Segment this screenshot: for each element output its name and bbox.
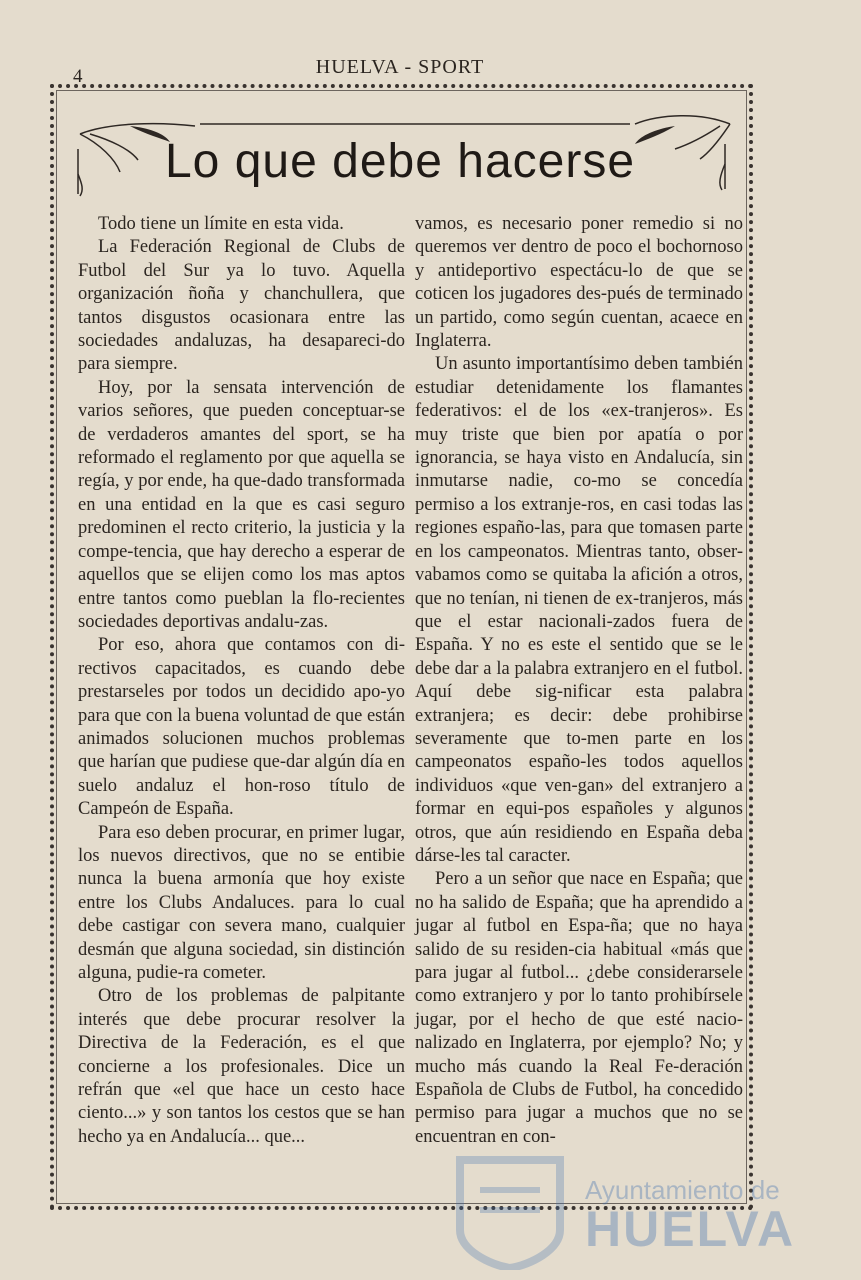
right-column <box>415 213 743 1149</box>
running-head: HUELVA - SPORT <box>315 56 485 78</box>
paragraph: Todo tiene un límite en esta vida. <box>98 214 344 234</box>
paragraph: Otro de los problemas de palpitante interés que debe procurar resolver la Directiva de la Federación, es el que concierne a los profesionales. Dice un refrán que «el que hace un cesto hace ciento...» y son tantos los cestos que se han hecho ya en Andalucía... que... <box>78 986 405 1147</box>
paragraph: La Federación Regional de Clubs de Futbol del Sur ya lo tuvo. Aquella organización ñoña y chanchullera, que tantos disgustos ocasionara entre las sociedades andaluzas, ha desapareci-do para siempre. <box>78 237 405 375</box>
page-number: 4 <box>73 66 83 87</box>
article-title: Lo que debe hacerse <box>164 135 636 188</box>
paragraph: Un asunto importantísimo deben también estudiar detenidamente los flamantes federativos: el de los «ex-tranjeros». Es muy triste que bien por apatía o por ignorancia, se haya visto en Andalucía, sin inmutarse nadie, co-mo se concedía permiso a los extranje-ros, en casi todas las regiones españo-las, para que tomasen parte en los campeonatos. Mientras tanto, obser-vabamos como se quitaba la afición a otros, que no tenían, ni tienen de ex-tranjeros, más que el estar nacionali-zados fuera de España. Y no es este el sentido que se le debe dar a la palabra extranjero en el futbol. Aquí debe sig-nificar esta palabra extranjera; es decir: debe prohibirse severamente que to-men parte en los campeonatos españo-les todos aquellos individuos «que ven-gan» del extranjero a formar en equi-pos españoles y algunos otros, que aún residiendo en España deba dárse-les tal caracter. <box>415 354 743 866</box>
paragraph: Por eso, ahora que contamos con di-rectivos capacitados, es cuando debe prestarseles por todos un decidido apo-yo para que con la buena voluntad de que están animados solucionen muchos problemas que harían que pudiese que-dar algún día en suelo andaluz el hon-roso título de Campeón de España. <box>78 635 405 820</box>
paragraph: Para eso deben procurar, en primer lugar, los nuevos directivos, que no se entibie nunca la buena armonía que hoy existe entre los Clubs Andaluces. para lo cual debe castigar con severa mano, cualquier desmán que alguna sociedad, sin distinción alguna, pudie-ra cometer. <box>78 822 405 983</box>
watermark-text: Ayuntamiento de <box>585 1175 780 1205</box>
left-column <box>78 213 405 1149</box>
paragraph: Hoy, por la sensata intervención de varios señores, que pueden conceptuar-se de verdaderos amantes del sport, se ha reformado el reglamento por que aquella se regía, y por ende, ha que-dado transformada en una entidad en la que es casi seguro predominen el recto criterio, la justicia y la compe-tencia, que hay derecho a esperar de aquellos que se elijen como los mas aptos entre tantos como pueblan la flo-recientes sociedades deportivas andalu-zas. <box>78 377 405 632</box>
watermark-logo-text: HUELVA <box>585 1201 796 1257</box>
paragraph: vamos, es necesario poner remedio si no queremos ver dentro de poco el bochornoso y antideportivo espectácu-lo de que se coticen los jugadores des-pués de terminado un partido, como según cuentan, acaece en Inglaterra. <box>415 214 743 352</box>
paragraph: Pero a un señor que nace en España; que no ha salido de España; que ha aprendido a jugar al futbol en Espa-ña; que no haya salido de su residen-cia habitual «más que para jugar al futbol... ¿debe considerarsele como extranjero y por lo tanto prohibírsele jugar, por el hecho de que esté nacio-nalizado en Inglaterra, por ejemplo? No; y mucho más cuando la Real Fe-deración Española de Clubs de Futbol, ha concedido permiso para jugar a muchos que no se encuentran en con- <box>415 869 743 1147</box>
